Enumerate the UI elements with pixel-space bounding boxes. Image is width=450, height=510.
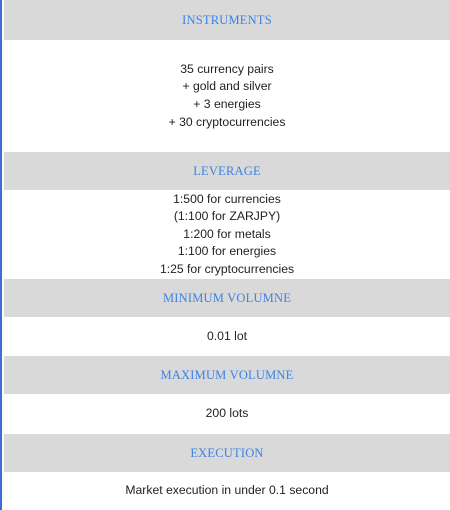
section-header-leverage (4, 152, 450, 190)
leverage-line: 1:25 for cryptocurrencies (159, 261, 295, 276)
section-body-execution (4, 472, 450, 510)
execution-value: Market execution in under 0.1 second (125, 483, 329, 498)
section-body-maximum-volume (4, 394, 450, 434)
instrument-line: + 3 energies (193, 97, 261, 111)
header-label: EXECUTION (190, 445, 264, 460)
section-header-instruments (4, 0, 450, 40)
maximum-volume-value: 200 lots (205, 406, 249, 421)
header-label: LEVERAGE (193, 163, 261, 178)
minimum-volume-value: 0.01 lot (207, 328, 247, 343)
section-header-minimum-volume (4, 279, 450, 317)
leverage-line: 1:500 for currencies (173, 191, 281, 206)
leverage-line: (1:100 for ZARJPY) (173, 209, 281, 224)
section-header-execution (4, 434, 450, 472)
section-body-leverage (4, 190, 450, 279)
section-header-maximum-volume (4, 356, 450, 394)
instrument-line: 35 currency pairs (180, 61, 274, 76)
header-label: INSTRUMENTS (182, 12, 272, 27)
section-body-minimum-volume (4, 317, 450, 356)
section-body-instruments (4, 40, 450, 152)
header-label: MAXIMUM VOLUMNE (160, 367, 294, 382)
instrument-line: + 30 cryptocurrencies (168, 114, 286, 129)
instrument-line: + gold and silver (182, 79, 272, 94)
header-label: MINIMUM VOLUMNE (162, 290, 292, 305)
leverage-line: 1:100 for energies (177, 244, 277, 259)
leverage-line: 1:200 for metals (183, 226, 271, 241)
